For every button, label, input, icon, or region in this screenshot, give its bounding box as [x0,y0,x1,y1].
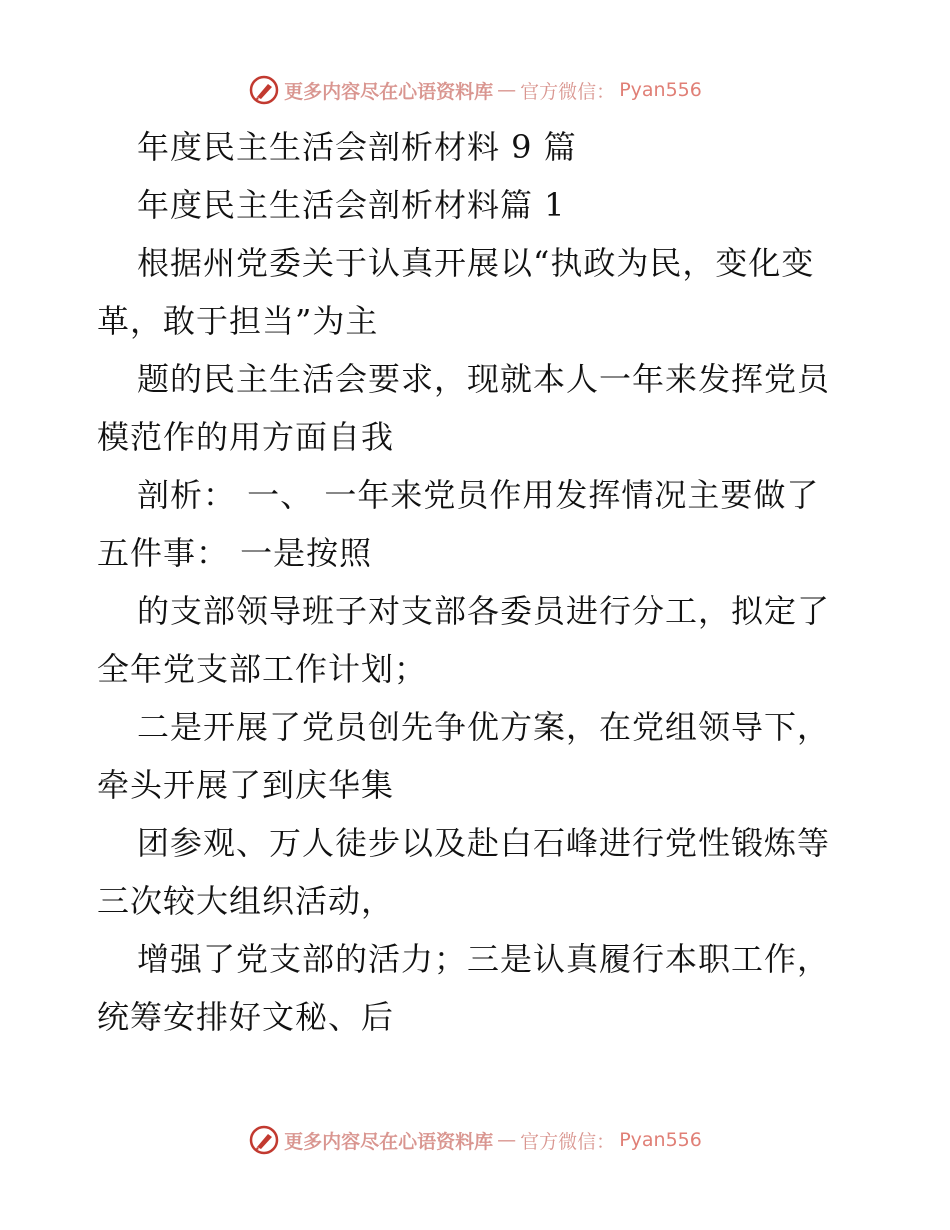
banner-dash: — [497,1129,517,1151]
text-line: 题的民主生活会要求，现就本人一年来发挥党员 [137,360,831,398]
banner-dash: — [497,79,517,101]
banner-title: 更多内容尽在心语资料库 [284,1130,494,1153]
text-line: 五件事： 一是按照 [97,534,373,572]
pen-logo-icon [248,74,280,106]
document-body [97,118,857,1046]
header-banner [0,70,950,110]
text-line: 革，敢于担当”为主 [97,302,379,340]
text-line: 剖析： 一、 一年来党员作用发挥情况主要做了 [137,476,820,514]
text-line: 三次较大组织活动， [97,882,395,920]
banner-wechat-label: 官方微信： [520,1130,616,1153]
document-title: 年度民主生活会剖析材料 9 篇 [137,128,577,166]
text-line: 二是开展了党员创先争优方案，在党组领导下， [137,708,831,746]
text-line: 统筹安排好文秘、后 [97,998,395,1036]
text-line: 增强了党支部的活力；三是认真履行本职工作， [137,940,831,978]
banner-title: 更多内容尽在心语资料库 [284,80,494,103]
text-line: 全年党支部工作计划； [97,650,428,688]
text-line: 牵头开展了到庆华集 [97,766,395,804]
banner-wechat-label: 官方微信： [520,80,616,103]
footer-banner [0,1120,950,1160]
banner-wechat-id: Pyan556 [619,1129,702,1151]
text-line: 的支部领导班子对支部各委员进行分工，拟定了 [137,592,831,630]
text-line: 模范作的用方面自我 [97,418,395,456]
banner-wechat-id: Pyan556 [619,79,702,101]
text-line: 团参观、万人徒步以及赴白石峰进行党性锻炼等 [137,824,831,862]
document-subtitle: 年度民主生活会剖析材料篇 1 [137,186,566,224]
text-line: 根据州党委关于认真开展以“执政为民，变化变 [137,244,815,282]
pen-logo-icon [248,1124,280,1156]
